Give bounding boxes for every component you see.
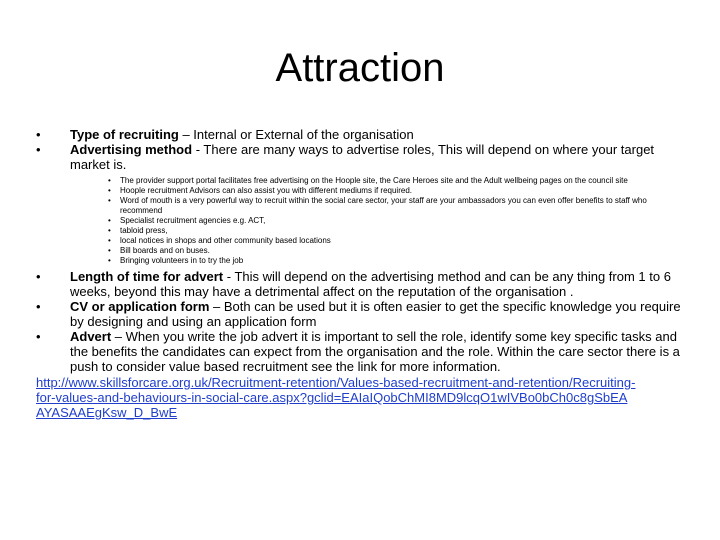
list-item bbox=[36, 236, 686, 246]
list-item-text: Word of mouth is a very powerful way to recruit within the social care sector, your staff are your ambassadors you can even offer benefits to staff who recommend bbox=[120, 196, 647, 215]
bullet-marker: • bbox=[36, 142, 41, 157]
bullet-marker: • bbox=[108, 246, 111, 255]
bullet-heading: Length of time for advert bbox=[70, 269, 224, 284]
bullet-marker: • bbox=[36, 269, 41, 284]
list-item-text: Specialist recruitment agencies e.g. ACT, bbox=[120, 216, 266, 225]
list-item-text: Bringing volunteers in to try the job bbox=[120, 256, 244, 265]
bullet-marker: • bbox=[36, 329, 41, 344]
bullet-marker: • bbox=[108, 256, 111, 265]
bullet-text: – Both can be used but it is often easier to get the specific knowledge you require by designing and using an application form bbox=[70, 299, 681, 329]
bullet-cv-or-application bbox=[36, 299, 686, 329]
bullet-marker: • bbox=[108, 236, 111, 245]
bullet-length-of-time bbox=[36, 269, 686, 299]
list-item bbox=[36, 256, 686, 266]
bullet-text: - There are many ways to advertise roles, This will depend on where your target market is. bbox=[70, 142, 655, 172]
list-item bbox=[36, 186, 686, 196]
bullet-heading: Advertising method bbox=[70, 142, 193, 157]
list-item bbox=[36, 226, 686, 236]
bullet-marker: • bbox=[108, 226, 111, 235]
bullet-advertising-method bbox=[36, 142, 686, 172]
bullet-marker: • bbox=[108, 196, 111, 205]
list-item-text: The provider support portal facilitates free advertising on the Hoople site, the Care Heroes site and the Adult wellbeing pages on the council site bbox=[120, 176, 628, 185]
slide-body bbox=[36, 127, 686, 420]
bullet-marker: • bbox=[36, 127, 41, 142]
advertising-methods-list bbox=[36, 176, 686, 266]
bullet-text: – Internal or External of the organisation bbox=[178, 127, 414, 142]
bullet-heading: CV or application form bbox=[70, 299, 210, 314]
bullet-marker: • bbox=[108, 176, 111, 185]
bullet-marker: • bbox=[108, 216, 111, 225]
list-item-text: tabloid press, bbox=[120, 226, 168, 235]
list-item-text: Hoople recruitment Advisors can also assist you with different mediums if required. bbox=[120, 186, 412, 195]
bullet-text: – When you write the job advert it is important to sell the role, identify some key specific tasks and the benefits the candidates can expect from the organisation and the role. Within the care sector there is a push to consider value based recruitment see the link for more information. bbox=[70, 329, 680, 374]
bullet-marker: • bbox=[108, 186, 111, 195]
list-item bbox=[36, 176, 686, 186]
list-item bbox=[36, 196, 686, 216]
bullet-marker: • bbox=[36, 299, 41, 314]
list-item bbox=[36, 246, 686, 256]
bullet-text: - This will depend on the advertising method and can be any thing from 1 to 6 weeks, beyond this may have a detrimental affect on the reputation of the organisation . bbox=[70, 269, 671, 299]
skills-for-care-link[interactable]: http://www.skillsforcare.org.uk/Recruitment-retention/Values-based-recruitment-and-retention/Recruiting-for-values-and-behaviours-in-social-care.aspx?gclid=EAIaIQobChMI8MD9lcqO1wIVBo0bCh0c8gSbEAAYASAAEgKsw_D_BwE bbox=[36, 375, 636, 420]
list-item-text: local notices in shops and other community based locations bbox=[120, 236, 331, 245]
bullet-heading: Type of recruiting bbox=[70, 127, 179, 142]
bullet-type-of-recruiting bbox=[36, 127, 686, 142]
slide-title: Attraction bbox=[275, 46, 445, 90]
bullet-advert bbox=[36, 329, 686, 374]
list-item-text: Bill boards and on buses. bbox=[120, 246, 210, 255]
bullet-heading: Advert bbox=[70, 329, 112, 344]
list-item bbox=[36, 216, 686, 226]
